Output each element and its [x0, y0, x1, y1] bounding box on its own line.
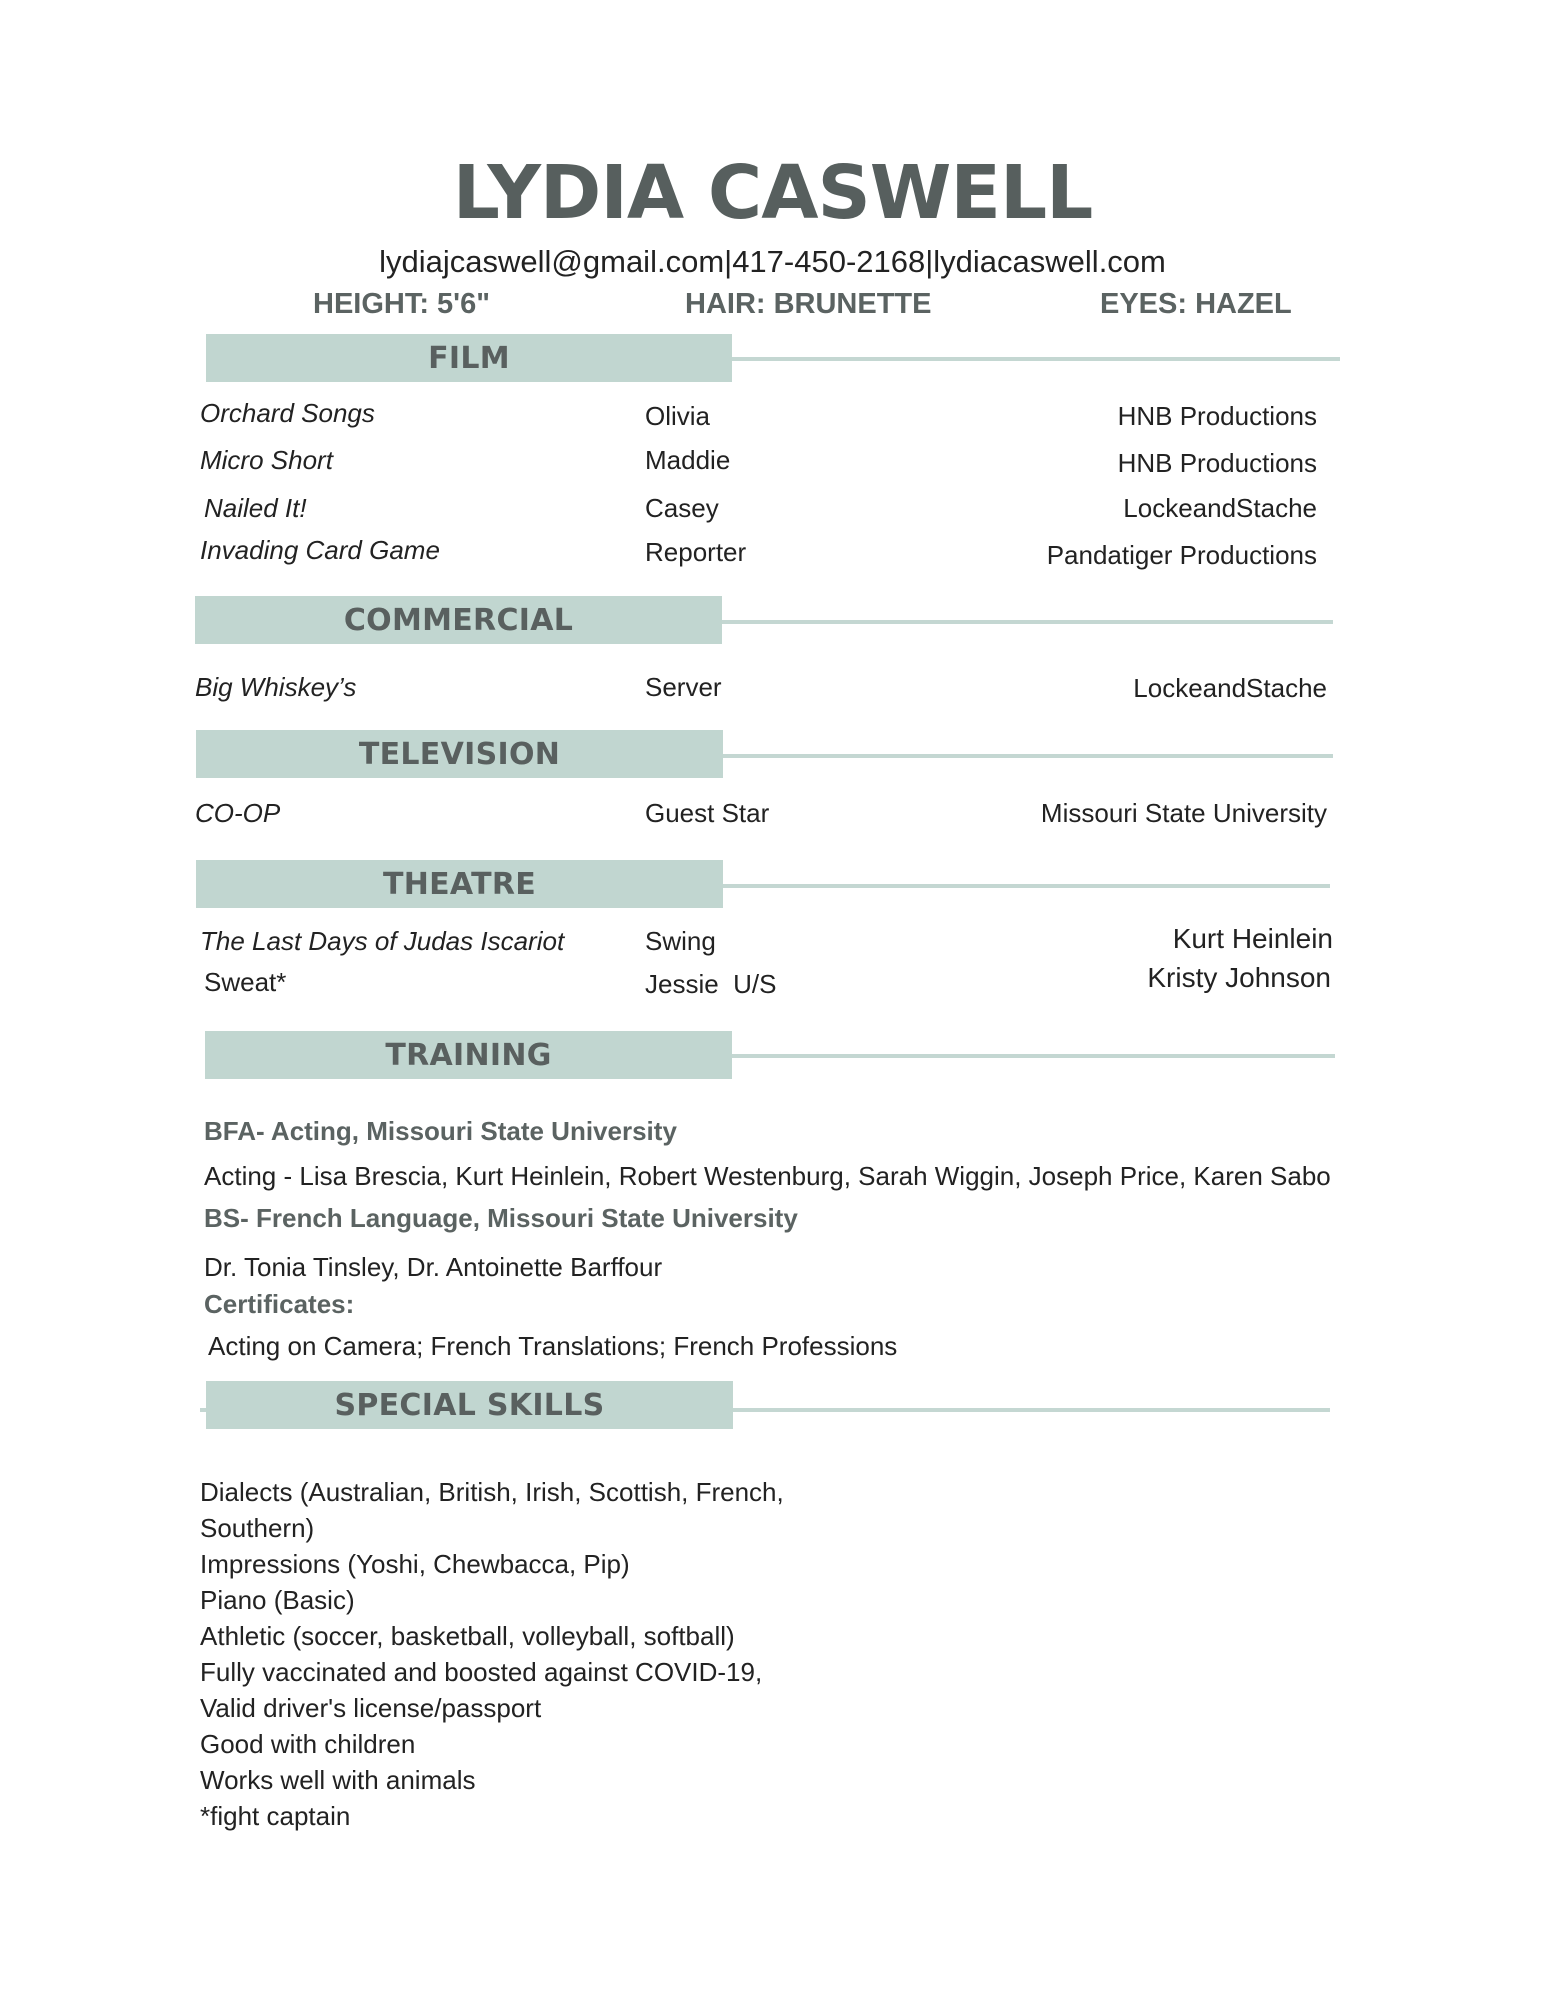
- bs-degree: BS- French Language, Missouri State University: [204, 1203, 798, 1233]
- certificates-label: Certificates:: [204, 1289, 355, 1319]
- film-company: Pandatiger Productions: [1046, 540, 1317, 570]
- bfa-degree: BFA- Acting, Missouri State University: [204, 1116, 677, 1146]
- theatre-title: The Last Days of Judas Iscariot: [200, 926, 565, 956]
- theatre-section-header: [196, 860, 723, 908]
- film-title: Invading Card Game: [200, 535, 440, 565]
- commercial-company: LockeandStache: [1133, 673, 1327, 703]
- theatre-director: Kurt Heinlein: [1172, 923, 1333, 954]
- certificates-list: Acting on Camera; French Translations; French Professions: [208, 1331, 898, 1361]
- television-section-header: [196, 730, 723, 778]
- skill-item: Good with children: [200, 1729, 416, 1759]
- skill-item: Southern): [200, 1513, 315, 1543]
- skill-item: Impressions (Yoshi, Chewbacca, Pip): [200, 1549, 630, 1579]
- height-stat: HEIGHT: 5'6": [313, 288, 490, 320]
- film-title: Micro Short: [200, 445, 333, 475]
- skill-item: Dialects (Australian, British, Irish, Scottish, French,: [200, 1477, 784, 1507]
- commercial-role: Server: [645, 672, 722, 702]
- training-section-title: TRAINING: [385, 1037, 552, 1073]
- film-company: HNB Productions: [1117, 401, 1317, 431]
- theatre-director: Kristy Johnson: [1147, 962, 1331, 993]
- skill-item: Piano (Basic): [200, 1585, 355, 1615]
- film-section-header: [206, 334, 732, 382]
- training-divider: [700, 1054, 1335, 1058]
- skill-item: Valid driver's license/passport: [200, 1693, 542, 1723]
- film-role: Casey: [645, 493, 719, 523]
- film-role: Maddie: [645, 445, 731, 475]
- bs-teachers: Dr. Tonia Tinsley, Dr. Antoinette Barffour: [204, 1252, 663, 1282]
- film-role: Reporter: [645, 537, 747, 567]
- television-title: CO-OP: [195, 798, 281, 828]
- film-company: HNB Productions: [1117, 448, 1317, 478]
- theatre-title: Sweat*: [204, 967, 287, 997]
- contact-line: lydiajcaswell@gmail.com|417-450-2168|lydiacaswell.com: [379, 244, 1166, 279]
- commercial-section-header: [195, 596, 722, 644]
- special-skills-section-header: [206, 1381, 733, 1429]
- theatre-role: Jessie U/S: [645, 969, 777, 999]
- hair-stat: HAIR: BRUNETTE: [685, 288, 932, 320]
- training-section-header: [205, 1031, 732, 1079]
- film-section-title: FILM: [428, 340, 510, 376]
- film-title: Orchard Songs: [200, 398, 375, 428]
- film-company: LockeandStache: [1123, 493, 1317, 523]
- theatre-section-title: THEATRE: [382, 866, 537, 902]
- actor-name: LYDIA CASWELL: [452, 150, 1093, 236]
- bfa-teachers: Acting - Lisa Brescia, Kurt Heinlein, Robert Westenburg, Sarah Wiggin, Joseph Price, Karen Sabo: [204, 1161, 1331, 1191]
- skill-item: Works well with animals: [200, 1765, 476, 1795]
- television-company: Missouri State University: [1040, 798, 1327, 828]
- skill-item: Athletic (soccer, basketball, volleyball, softball): [200, 1621, 735, 1651]
- commercial-title: Big Whiskey’s: [195, 672, 357, 702]
- theatre-divider: [700, 884, 1330, 888]
- television-section-title: TELEVISION: [358, 736, 561, 772]
- television-role: Guest Star: [645, 798, 770, 828]
- eyes-stat: EYES: HAZEL: [1100, 288, 1292, 320]
- film-divider: [700, 357, 1340, 361]
- special-skills-section-title: SPECIAL SKILLS: [334, 1387, 605, 1423]
- theatre-role: Swing: [645, 926, 716, 956]
- film-role: Olivia: [645, 401, 711, 431]
- skill-item: Fully vaccinated and boosted against COVID-19,: [200, 1657, 763, 1687]
- commercial-divider: [700, 620, 1333, 624]
- skill-item: *fight captain: [200, 1801, 351, 1831]
- television-divider: [700, 754, 1333, 758]
- commercial-section-title: COMMERCIAL: [343, 602, 574, 638]
- film-title: Nailed It!: [204, 493, 307, 523]
